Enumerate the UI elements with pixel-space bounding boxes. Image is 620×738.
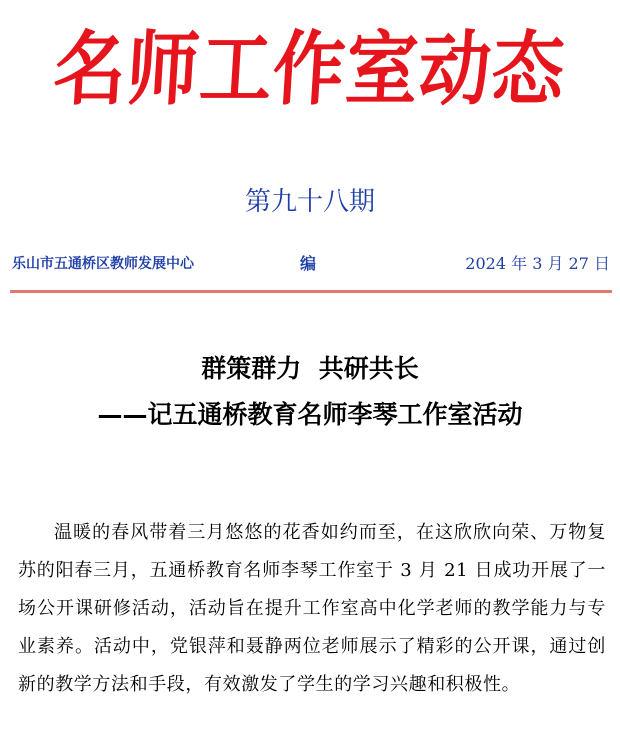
publisher: 乐山市五通桥区教师发展中心 [12,256,194,272]
meta-row [12,253,610,275]
article-subtitle: ——记五通桥教育名师李琴工作室活动 [97,400,523,429]
masthead [0,10,620,128]
article-title: 群策群力 共研共长 [201,354,419,383]
publish-date: 2024 年 3 月 27 日 [465,254,610,273]
article-paragraph: 温暖的春风带着三月悠悠的花香如约而至，在这欣欣向荣、万物复苏的阳春三月，五通桥教育名师李琴工作室于 3 月 21 日成功开展了一场公开课研修活动，活动旨在提升工作室高中化学老师的教学能力与专业素养。活动中，党银萍和聂静两位老师展示了精彩的公开课，通过创新的教学方法和手段，有效激发了学生的学习兴趣和积极性。 [18,522,606,695]
header-divider [10,290,612,293]
edited-label: 编 [300,254,317,273]
issue-number: 第九十八期 [244,187,375,217]
masthead-title: 名师工作室动态 [51,21,569,117]
